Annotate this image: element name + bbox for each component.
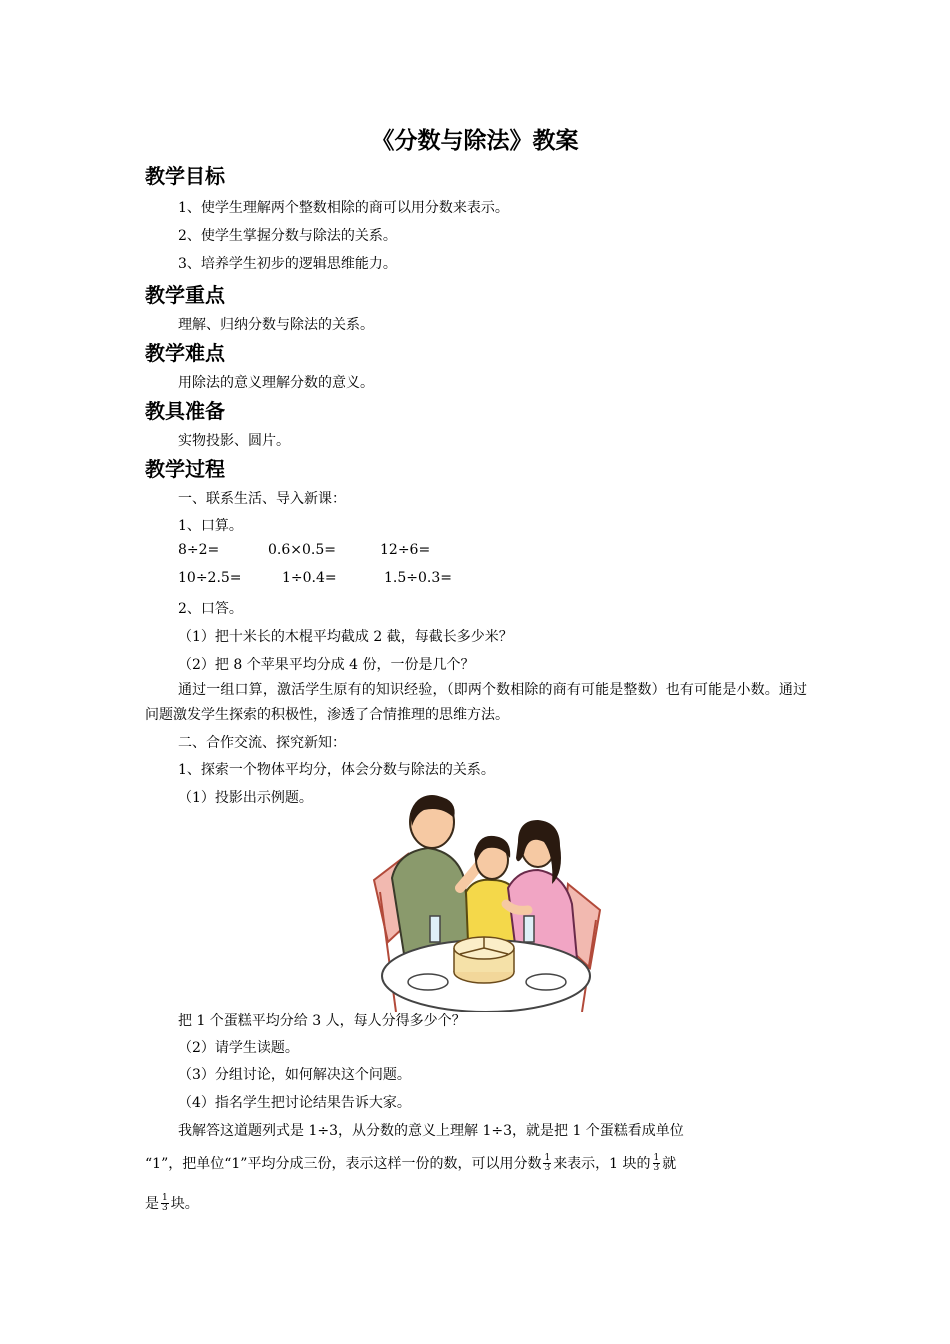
fraction-one-third (161, 1194, 169, 1213)
example-problem: 把 1 个蛋糕平均分给 3 人，每人分得多少个？ (178, 1013, 466, 1029)
sub-step-3: （3）分组讨论，如何解决这个问题。 (178, 1067, 411, 1083)
fraction-numerator: 1 (162, 1192, 168, 1203)
heading-materials: 教具准备 (145, 399, 225, 423)
fraction-denominator: 3 (162, 1202, 168, 1213)
goal-item-2: 2、使学生掌握分数与除法的关系。 (178, 228, 397, 244)
difficulty-text: 用除法的意义理解分数的意义。 (178, 375, 374, 391)
family-cake-illustration (368, 792, 604, 1012)
key-point-text: 理解、归纳分数与除法的关系。 (178, 317, 374, 333)
goal-item-3: 3、培养学生初步的逻辑思维能力。 (178, 256, 397, 272)
step2-title: 二、合作交流、探究新知： (178, 735, 346, 751)
answer-text: 来表示，1 块的 (553, 1156, 651, 1172)
explore-title: 1、探索一个物体平均分，体会分数与除法的关系。 (178, 762, 495, 778)
answer-text: 块。 (170, 1196, 199, 1212)
answer-text: 就 (662, 1156, 677, 1172)
summary-paragraph: 通过一组口算，激活学生原有的知识经验，（即两个数相除的商有可能是整数）也有可能是小数。通过问题激发学生探索的积极性，渗透了合情推理的思维方法。 (145, 682, 807, 723)
calc-item: 12÷6= (380, 542, 431, 558)
answer-text: “1”，把单位“1”平均分成三份，表示这样一份的数，可以用分数 (145, 1156, 542, 1172)
fraction-denominator: 3 (653, 1162, 660, 1173)
heading-difficulty: 教学难点 (145, 341, 225, 365)
answer-line-3 (145, 1193, 199, 1214)
question-2: （2）把 8 个苹果平均分成 4 份，一份是几个？ (178, 657, 475, 673)
heading-goals: 教学目标 (145, 164, 225, 188)
sub-step-2: （2）请学生读题。 (178, 1040, 299, 1056)
heading-process: 教学过程 (145, 457, 225, 481)
calc-item: 1.5÷0.3= (384, 570, 452, 586)
answer-line-1: 我解答这道题列式是 1÷3，从分数的意义上理解 1÷3，就是把 1 个蛋糕看成单位 (178, 1123, 684, 1139)
materials-text: 实物投影、圆片。 (178, 433, 290, 449)
calc-item: 10÷2.5= (178, 570, 242, 586)
fraction-numerator: 1 (544, 1152, 551, 1163)
fraction-one-third (653, 1154, 661, 1173)
step1-title: 一、联系生活、导入新课： (178, 491, 346, 507)
oral-calc-title: 1、口算。 (178, 518, 243, 534)
goal-item-1: 1、使学生理解两个整数相除的商可以用分数来表示。 (178, 200, 509, 216)
oral-answer-title: 2、口答。 (178, 601, 243, 617)
calc-item: 0.6×0.5= (268, 542, 336, 558)
answer-text: 是 (145, 1196, 159, 1212)
document-title: 《分数与除法》教案 (371, 128, 579, 154)
question-1: （1）把十米长的木棍平均截成 2 截，每截长多少米？ (178, 629, 513, 645)
sub-step-1: （1）投影出示例题。 (178, 790, 313, 806)
answer-line-2 (145, 1153, 676, 1174)
fraction-one-third (543, 1154, 551, 1173)
fraction-denominator: 3 (544, 1162, 551, 1173)
sub-step-4: （4）指名学生把讨论结果告诉大家。 (178, 1095, 411, 1111)
calc-item: 1÷0.4= (282, 570, 337, 586)
heading-key-point: 教学重点 (145, 283, 225, 307)
calc-item: 8÷2= (178, 542, 220, 558)
fraction-numerator: 1 (653, 1152, 660, 1163)
